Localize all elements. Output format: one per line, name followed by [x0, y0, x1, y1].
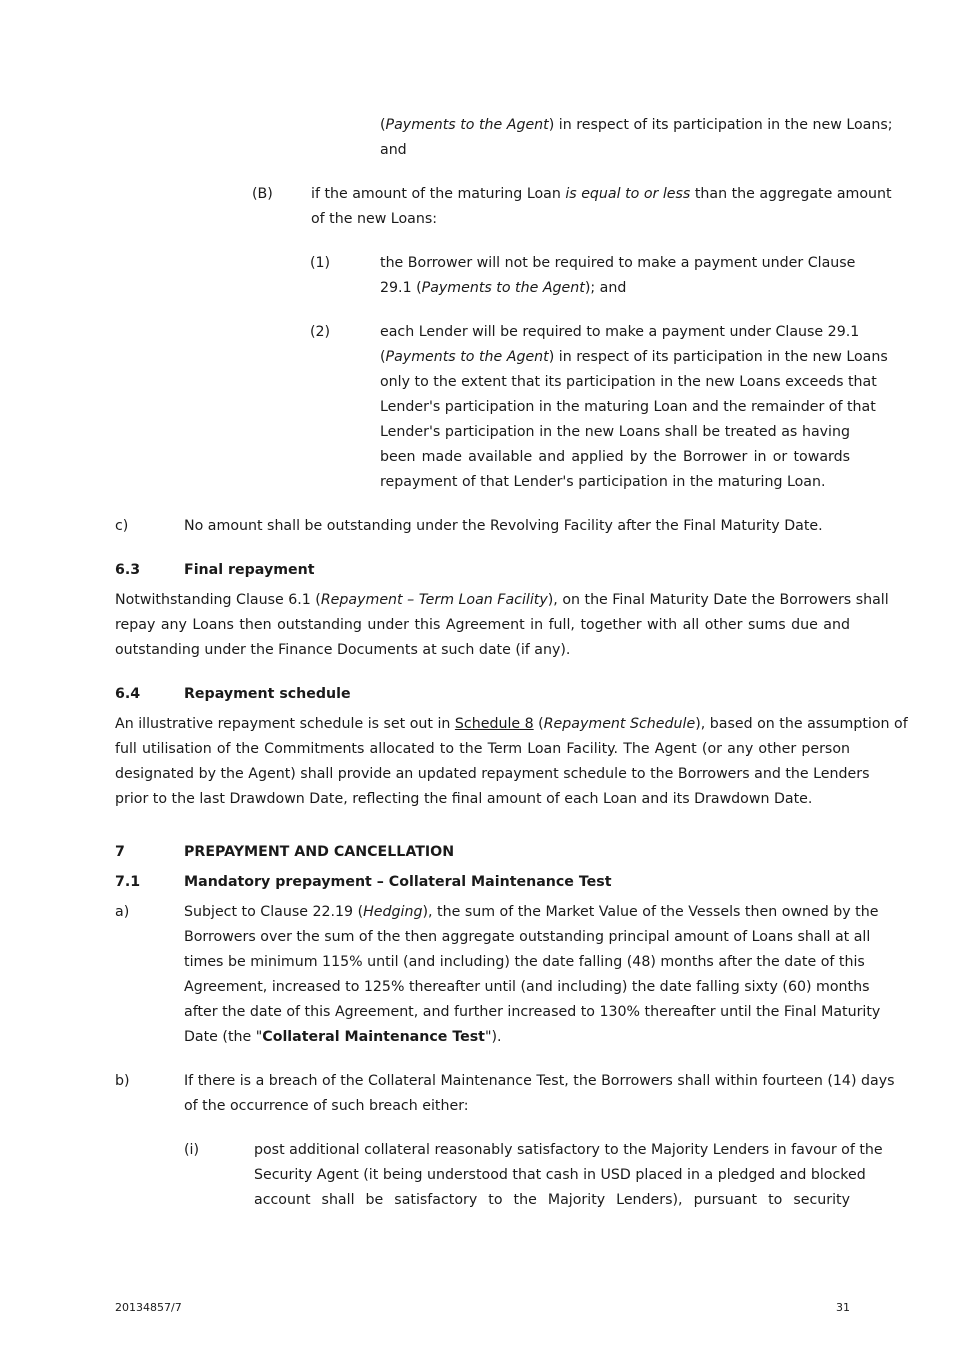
paragraph-line: of the new Loans:	[311, 211, 438, 227]
section-heading: PREPAYMENT AND CANCELLATION	[184, 844, 455, 860]
list-label: (B)	[252, 186, 273, 202]
section-number: 6.4	[115, 686, 141, 702]
page-number: 31	[836, 1301, 850, 1314]
paragraph-line: outstanding under the Finance Documents at such date (if any).	[115, 642, 571, 658]
paragraph-line: (Payments to the Agent) in respect of its participation in the new Loans	[380, 349, 888, 365]
paragraph-line: Borrowers over the sum of the then aggregate outstanding principal amount of Loans shall at all	[184, 929, 871, 945]
section-number: 6.3	[115, 562, 141, 578]
paragraph-line: if the amount of the maturing Loan is equal to or less than the aggregate amount	[311, 186, 892, 202]
paragraph-line: Security Agent (it being understood that cash in USD placed in a pledged and blocked	[254, 1167, 866, 1183]
list-label: (i)	[184, 1142, 200, 1158]
paragraph-line: post additional collateral reasonably satisfactory to the Majority Lenders in favour of the	[254, 1142, 883, 1158]
paragraph-line: Date (the "Collateral Maintenance Test").	[184, 1029, 502, 1045]
paragraph-line: of the occurrence of such breach either:	[184, 1098, 469, 1114]
paragraph-line: 29.1 (Payments to the Agent); and	[380, 280, 627, 296]
paragraph-line: only to the extent that its participation in the new Loans exceeds that	[380, 374, 877, 390]
paragraph-line: the Borrower will not be required to make a payment under Clause	[380, 255, 856, 271]
paragraph-line: Agreement, increased to 125% thereafter until (and including) the date falling sixty (60) months	[184, 979, 870, 995]
paragraph-line: An illustrative repayment schedule is set out in Schedule 8 (Repayment Schedule), based on the assumption of	[115, 716, 908, 732]
paragraph-line: repay any Loans then outstanding under this Agreement in full, together with all other sums due and	[115, 617, 850, 633]
list-label: (1)	[310, 255, 331, 271]
paragraph-line: (Payments to the Agent) in respect of its participation in the new Loans;	[380, 117, 893, 133]
paragraph-line: prior to the last Drawdown Date, reflecting the final amount of each Loan and its Drawdown Date.	[115, 791, 813, 807]
section-heading: Final repayment	[184, 562, 315, 578]
paragraph-line: Lender's participation in the new Loans shall be treated as having	[380, 424, 850, 440]
paragraph-line: designated by the Agent) shall provide an updated repayment schedule to the Borrowers and the Lenders	[115, 766, 870, 782]
section-number: 7	[115, 844, 125, 860]
schedule-link[interactable]: Schedule 8	[454, 716, 534, 732]
paragraph-line: Lender's participation in the maturing Loan and the remainder of that	[380, 399, 876, 415]
list-label: (2)	[310, 324, 331, 340]
list-label: b)	[115, 1073, 130, 1089]
list-label: a)	[115, 904, 130, 920]
document-reference: 20134857/7	[115, 1301, 182, 1314]
section-heading: Repayment schedule	[184, 686, 351, 702]
paragraph-line: each Lender will be required to make a payment under Clause 29.1	[380, 324, 860, 340]
paragraph-line: If there is a breach of the Collateral Maintenance Test, the Borrowers shall within fourteen (14) days	[184, 1073, 895, 1089]
paragraph-line: and	[380, 142, 407, 158]
paragraph-line: Subject to Clause 22.19 (Hedging), the sum of the Market Value of the Vessels then owned by the	[184, 904, 879, 920]
paragraph-line: repayment of that Lender's participation in the maturing Loan.	[380, 474, 826, 490]
paragraph-line: account shall be satisfactory to the Majority Lenders), pursuant to security	[254, 1192, 850, 1208]
paragraph-line: after the date of this Agreement, and further increased to 130% thereafter until the Final Maturity	[184, 1004, 881, 1020]
section-heading: Mandatory prepayment – Collateral Maintenance Test	[184, 874, 612, 890]
list-label: c)	[115, 518, 129, 534]
paragraph-line: times be minimum 115% until (and including) the date falling (48) months after the date of this	[184, 954, 865, 970]
paragraph-line: been made available and applied by the Borrower in or towards	[380, 449, 850, 465]
paragraph-line: full utilisation of the Commitments allocated to the Term Loan Facility. The Agent (or any other person	[115, 741, 850, 757]
paragraph-line: Notwithstanding Clause 6.1 (Repayment – Term Loan Facility), on the Final Maturity Date the Borrowers shall	[115, 592, 889, 608]
section-number: 7.1	[115, 874, 141, 890]
paragraph-line: No amount shall be outstanding under the Revolving Facility after the Final Maturity Date.	[184, 518, 823, 534]
